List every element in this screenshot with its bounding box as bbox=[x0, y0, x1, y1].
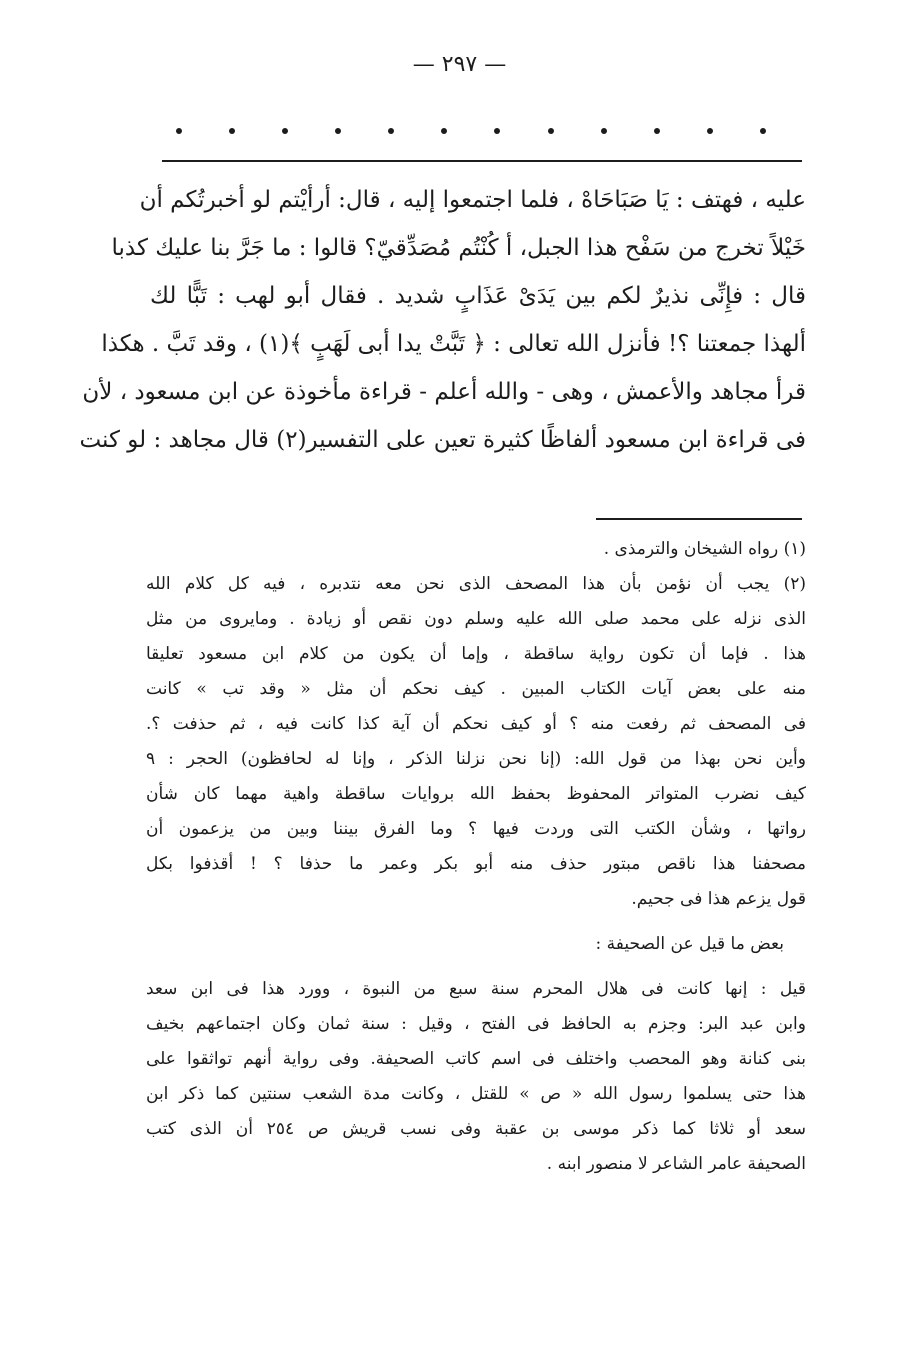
footnote-1: (١) رواه الشيخان والترمذى . bbox=[603, 539, 806, 559]
main-text-line: خَيْلاً تخرج من سَفْح هذا الجبل، أ كُنْتُم مُصَدِّقيّ؟ قالوا : ما جَرَّ بنا عليك كذبا bbox=[111, 235, 806, 261]
sahifa-line: قيل : إنها كانت فى هلال المحرم سنة سبع من النبوة ، وورد هذا فى ابن سعد bbox=[146, 979, 806, 999]
sahifa-line: وابن عبد البر: وجزم به الحافظ فى الفتح ، وقيل : سنة ثمان وكان اجتماعهم بخيف bbox=[146, 1014, 806, 1034]
paragraph-gap bbox=[146, 962, 806, 972]
ornament-dot bbox=[335, 128, 341, 134]
ornament-dot bbox=[654, 128, 660, 134]
ornament-dot bbox=[548, 128, 554, 134]
sahifa-line: سعد أو ثلاثا كما ذكر موسى بن عقبة وفى نسب قريش ص ٢٥٤ أن الذى كتب bbox=[146, 1119, 806, 1139]
main-text-line: قال : فإِنِّى نذيرٌ لكم بين يَدَىْ عَذَابٍ شديد . فقال أبو لهب : تَبًّا لك bbox=[150, 283, 806, 309]
main-text-line: عليه ، فهتف : يَا صَبَاحَاهْ ، فلما اجتمعوا إليه ، قال: أرأيْتم لو أخبرتُكم أن bbox=[139, 187, 806, 213]
paragraph-gap bbox=[146, 917, 806, 927]
footnote-2-line: الذى نزله على محمد صلى الله عليه وسلم دون نقص أو زيادة . ومايروى من مثل bbox=[146, 609, 806, 629]
footnote-2-line: (٢) يجب أن نؤمن بأن هذا المصحف الذى نحن معه نتدبره ، فيه كل كلام الله bbox=[146, 574, 806, 594]
footnote-2-line: رواتها ، وشأن الكتب التى وردت فيها ؟ وما الفرق بيننا وبين من يزعمون أن bbox=[146, 819, 806, 839]
main-text-line: فى قراءة ابن مسعود ألفاظًا كثيرة تعين على التفسير(٢) قال مجاهد : لو كنت bbox=[79, 427, 806, 453]
main-text-block bbox=[79, 176, 806, 464]
ornament-dot bbox=[229, 128, 235, 134]
footnotes-block bbox=[146, 532, 806, 1182]
main-text-line: ألهذا جمعتنا ؟! فأنزل الله تعالى : ﴿ تَبَّتْ يدا أبى لَهَبٍ ﴾(١) ، وقد تَبَّ . هكذا bbox=[101, 331, 806, 357]
ornament-dot bbox=[441, 128, 447, 134]
footnote-2-line: منه على بعض آيات الكتاب المبين . كيف نحكم أن مثل « وقد تب » كانت bbox=[146, 679, 806, 699]
page-number: — ٢٩٧ — bbox=[412, 52, 507, 77]
footnote-2-line: هذا . فإما أن تكون رواية ساقطة ، وإما أن يكون من كلام ابن مسعود تعليقا bbox=[146, 644, 806, 664]
header-rule bbox=[162, 160, 802, 162]
footnote-2-line: مصحفنا هذا ناقص مبتور حذف منه أبو بكر وعمر ما حذفا ؟ ! أقذفوا بكل bbox=[146, 854, 806, 874]
sahifa-line: بنى كنانة وهو المحصب واختلف فى اسم كاتب الصحيفة. وفى رواية أنهم تواثقوا على bbox=[146, 1049, 806, 1069]
ornament-dot bbox=[707, 128, 713, 134]
ornament-dot bbox=[282, 128, 288, 134]
ornament-dot bbox=[760, 128, 766, 134]
footnote-2-line: وأين نحن بهذا من قول الله: (إنا نحن نزلنا الذكر ، وإنا له لحافظون) الحجر : ٩ bbox=[146, 749, 806, 769]
footnote-2-line: قول يزعم هذا فى جحيم. bbox=[631, 889, 806, 909]
sahifa-line: هذا حتى يسلموا رسول الله « ص » للقتل ، وكانت مدة الشعب سنتين كما ذكر ابن bbox=[146, 1084, 806, 1104]
ornament-dot bbox=[388, 128, 394, 134]
ornament-dot bbox=[176, 128, 182, 134]
footnote-2-line: فى المصحف ثم رفعت منه ؟ أو كيف نحكم أن آية كذا كانت فيه ، ثم حذفت ؟. bbox=[146, 714, 806, 734]
main-text-line: قرأ مجاهد والأعمش ، وهى - والله أعلم - قراءة مأخوذة عن ابن مسعود ، لأن bbox=[82, 379, 806, 405]
sahifa-line: الصحيفة عامر الشاعر لا منصور ابنه . bbox=[546, 1154, 806, 1174]
sahifa-heading: بعض ما قيل عن الصحيفة : bbox=[595, 934, 784, 954]
footnote-separator bbox=[596, 518, 802, 520]
ornament-dot bbox=[601, 128, 607, 134]
footnote-2-line: كيف نضرب المتواتر المحفوظ بحفظ الله بروايات ساقطة واهية مهما كان شأن bbox=[146, 784, 806, 804]
dot-ornament-row bbox=[176, 128, 766, 140]
ornament-dot bbox=[494, 128, 500, 134]
